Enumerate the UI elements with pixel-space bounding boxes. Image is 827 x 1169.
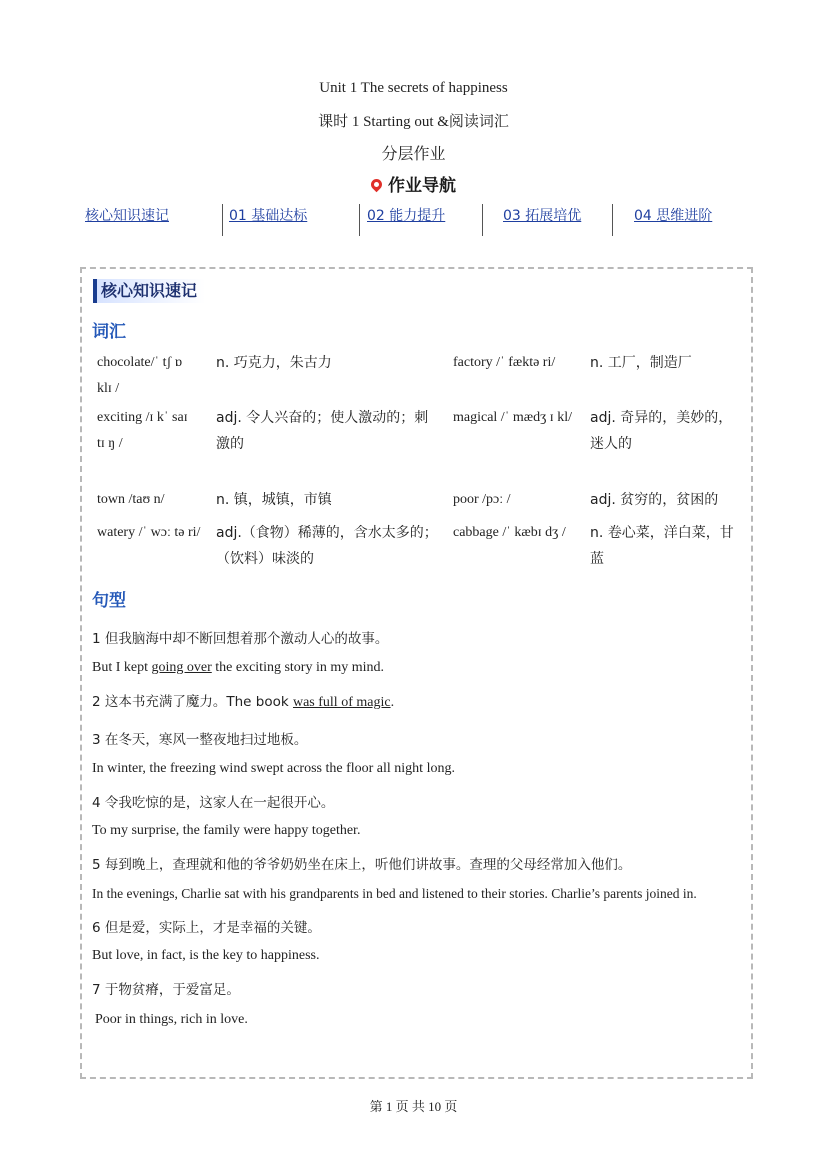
location-pin-icon bbox=[369, 177, 385, 193]
answer-underline: was full of magic bbox=[292, 695, 391, 710]
vocab-heading: 词汇 bbox=[92, 322, 126, 342]
vocab-meaning: adj.（食物）稀薄的，含水太多的；（饮料）味淡的 bbox=[216, 525, 438, 567]
answer-underline: going over bbox=[151, 660, 212, 675]
vocab-word: town /taʊ n/ bbox=[97, 492, 165, 507]
vocab-meaning: adj. 贫穷的，贫困的 bbox=[590, 492, 719, 508]
nav-divider bbox=[612, 204, 613, 236]
nav-link-core[interactable]: 核心知识速记 bbox=[85, 208, 169, 224]
nav-title bbox=[0, 171, 827, 196]
vocab-word: factory /ˈ fæktə ri/ bbox=[453, 355, 556, 370]
vocab-word: poor /pɔː / bbox=[453, 492, 511, 507]
section-tag: 核心知识速记 bbox=[93, 279, 205, 303]
vocab-word: watery /ˈ wɔː tə ri/ bbox=[97, 525, 201, 540]
nav-link-02[interactable]: 02 能力提升 bbox=[367, 208, 446, 224]
nav-divider bbox=[222, 204, 223, 236]
sentence-cn: 1 但我脑海中却不断回想着那个激动人心的故事。 bbox=[92, 631, 389, 647]
nav-divider bbox=[482, 204, 483, 236]
vocab-word: cabbage /ˈ kæbɪ dʒ / bbox=[453, 525, 566, 540]
sentence-cn: 5 每到晚上，查理就和他的爷爷奶奶坐在床上，听他们讲故事。查理的父母经常加入他们。 bbox=[92, 857, 632, 873]
nav-divider bbox=[359, 204, 360, 236]
sentence-cn: 4 令我吃惊的是，这家人在一起很开心。 bbox=[92, 795, 335, 811]
sentence-cn: 6 但是爱，实际上，才是幸福的关键。 bbox=[92, 920, 321, 936]
sentence-text: . bbox=[390, 695, 395, 710]
homework-title: 分层作业 bbox=[381, 146, 446, 163]
nav-link-01[interactable]: 01 基础达标 bbox=[229, 208, 308, 224]
sentence-en: In the evenings, Charlie sat with his grandparents in bed and listened to their stories. Charlie’s parents joined in. bbox=[92, 886, 697, 901]
sentence-cn: 7 于物贫瘠，于爱富足。 bbox=[92, 982, 240, 998]
sentence-text: 2 这本书充满了魔力。The book bbox=[92, 694, 293, 710]
vocab-word: chocolate/ˈ tʃ ɒ klɪ / bbox=[97, 355, 183, 396]
sentence-text: the exciting story in my mind. bbox=[211, 660, 385, 675]
sentence-en bbox=[92, 660, 384, 676]
page-footer: 第 1 页 共 10 页 bbox=[369, 1099, 458, 1114]
sentence-en: But love, in fact, is the key to happiness. bbox=[92, 948, 320, 963]
vocab-meaning: n. 巧克力，朱古力 bbox=[216, 355, 332, 371]
vocab-word: exciting /ɪ kˈ saɪ tɪ ŋ / bbox=[97, 410, 188, 451]
sentence-mixed bbox=[92, 690, 394, 711]
sentence-en: In winter, the freezing wind swept across the floor all night long. bbox=[92, 761, 455, 776]
nav-link-03[interactable]: 03 拓展培优 bbox=[503, 208, 582, 224]
vocab-word: magical /ˈ mædʒ ɪ kl/ bbox=[453, 410, 572, 425]
vocab-meaning: adj. 令人兴奋的；使人激动的；刺激的 bbox=[216, 410, 429, 452]
vocab-meaning: n. 镇，城镇，市镇 bbox=[216, 492, 332, 508]
vocab-meaning: adj. 奇异的，美妙的，迷人的 bbox=[590, 410, 733, 452]
nav-link-04[interactable]: 04 思维进阶 bbox=[634, 208, 713, 224]
sentence-cn: 3 在冬天，寒风一整夜地扫过地板。 bbox=[92, 732, 308, 748]
lesson-title: 课时 1 Starting out &阅读词汇 bbox=[318, 114, 509, 130]
vocab-meaning: n. 工厂，制造厂 bbox=[590, 355, 692, 371]
sentence-en: To my surprise, the family were happy together. bbox=[92, 823, 361, 838]
sentence-en: Poor in things, rich in love. bbox=[95, 1012, 248, 1027]
sentence-heading: 句型 bbox=[92, 591, 126, 611]
sentence-text: But I kept bbox=[92, 660, 152, 675]
nav-title-text: 作业导航 bbox=[388, 176, 456, 196]
unit-title: Unit 1 The secrets of happiness bbox=[319, 80, 508, 96]
vocab-meaning: n. 卷心菜，洋白菜，甘蓝 bbox=[590, 525, 734, 567]
